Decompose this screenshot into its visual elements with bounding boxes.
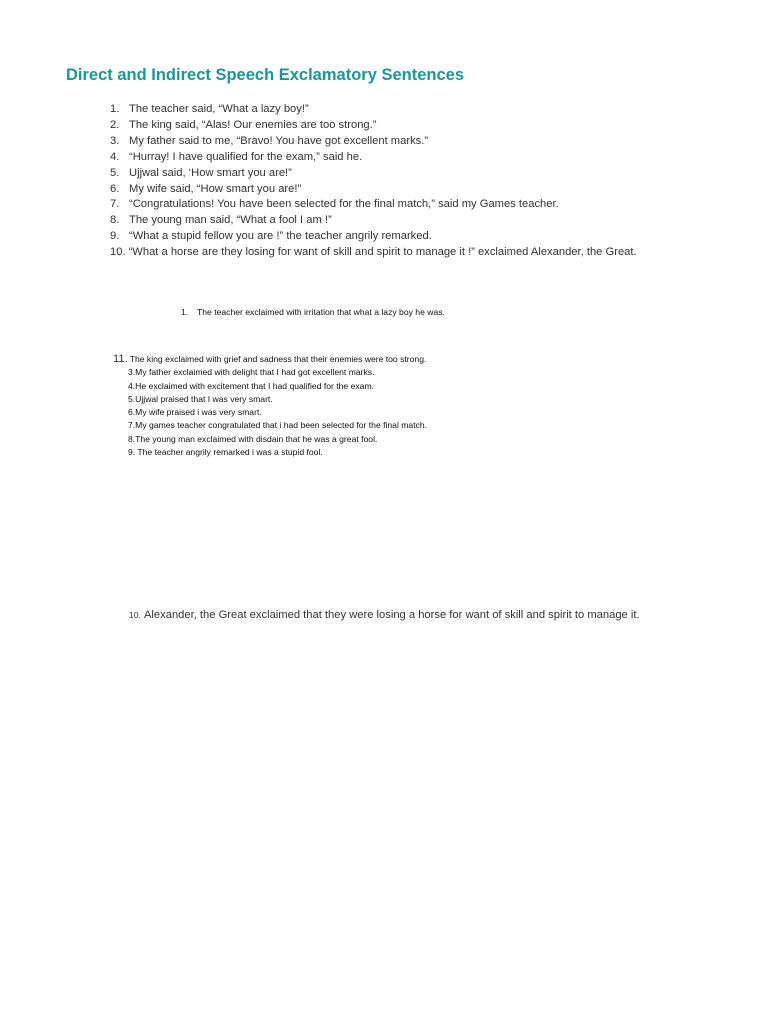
item-text: The teacher said, “What a lazy boy!” (129, 103, 309, 115)
question-list (110, 102, 637, 261)
list-item: 9. The teacher angrily remarked i was a stupid fool. (128, 447, 323, 458)
list-item (110, 229, 637, 245)
item-number: 1. (110, 103, 120, 115)
list-item: 3.My father exclaimed with delight that I had got excellent marks. (128, 367, 375, 378)
list-item (110, 197, 637, 213)
item-text: The teacher exclaimed with irritation that what a lazy boy he was. (197, 307, 445, 317)
item-text: Alexander, the Great exclaimed that they were losing a horse for want of skill and spirit to manage it. (143, 609, 640, 621)
item-number: 4. (110, 150, 120, 163)
item-number: 8. (110, 214, 120, 227)
item-text: “What a horse are they losing for want of skill and spirit to manage it !” exclaimed Alexander, the Great. (128, 246, 637, 259)
list-item (110, 134, 637, 150)
item-text: “Congratulations! You have been selected for the final match,” said my Games teacher. (129, 198, 559, 211)
answer-10 (129, 608, 640, 623)
item-number: 10. (129, 610, 141, 620)
answer-list (113, 353, 427, 459)
page-title: Direct and Indirect Speech Exclamatory Sentences (66, 66, 464, 84)
list-item (110, 213, 637, 229)
item-number: 10. (110, 246, 126, 259)
item-text: “Hurray! I have qualified for the exam,” said he. (129, 150, 363, 163)
item-number: 5. (110, 166, 120, 179)
item-text: “What a stupid fellow you are !” the teacher angrily remarked. (129, 230, 432, 243)
list-item (110, 102, 637, 118)
item-text: The king said, “Alas! Our enemies are too strong.” (129, 118, 377, 131)
item-number: 3. (110, 134, 120, 147)
item-text: The king exclaimed with grief and sadness that their enemies were too strong. (129, 354, 427, 364)
list-item: 5.Ujjwal praised that I was very smart. (128, 393, 273, 404)
list-item (110, 166, 637, 182)
list-item: 4.He exclaimed with excitement that I had qualified for the exam. (128, 380, 375, 391)
list-item (110, 182, 637, 198)
list-item: 6.My wife praised i was very smart. (128, 407, 262, 418)
item-text: My father said to me, “Bravo! You have got excellent marks.” (129, 134, 429, 147)
answer-1 (181, 307, 445, 318)
list-item (110, 118, 637, 134)
item-number: 11. (113, 353, 128, 365)
item-number: 2. (110, 118, 120, 131)
item-text: The young man said, “What a fool I am !” (129, 214, 332, 227)
list-item (110, 150, 637, 166)
item-number: 7. (110, 198, 120, 211)
item-text: My wife said, “How smart you are!” (129, 182, 302, 195)
item-number: 6. (110, 182, 120, 195)
list-item: 7.My games teacher congratulated that i had been selected for the final match. (128, 420, 428, 431)
item-number: 1. (181, 307, 189, 317)
item-number: 9. (110, 230, 120, 243)
list-item: 8.The young man exclaimed with disdain that he was a great fool. (128, 433, 378, 444)
item-text: Ujjwal said, ‘How smart you are!” (129, 166, 292, 179)
list-item (113, 353, 427, 366)
list-item (110, 245, 637, 261)
